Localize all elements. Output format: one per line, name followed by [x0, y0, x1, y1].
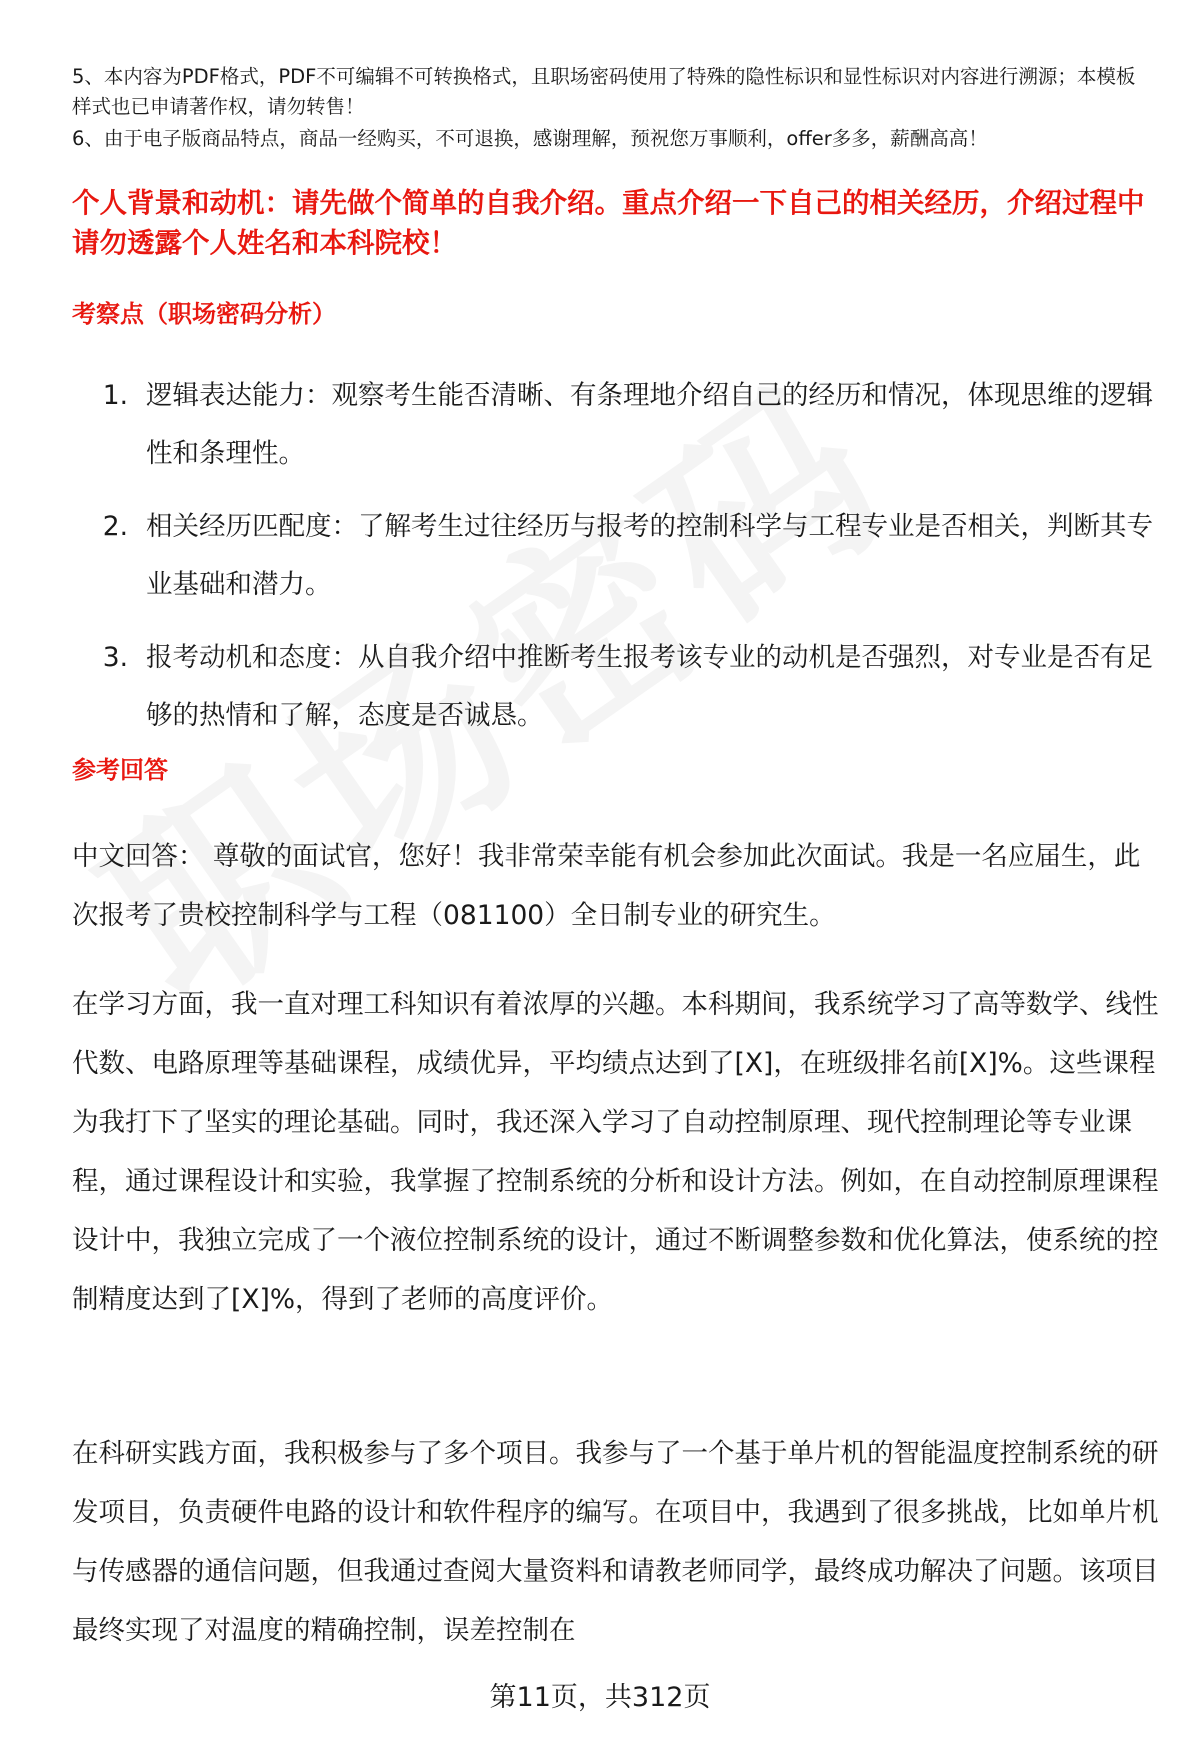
assessment-points-list: [72, 367, 1162, 760]
page-number-footer: 第11页，共312页: [489, 1682, 711, 1713]
answer-paragraph-study: 在学习方面，我一直对理工科知识有着浓厚的兴趣。本科期间，我系统学习了高等数学、线性代数、电路原理等基础课程，成绩优异，平均绩点达到了[X]，在班级排名前[X]%。这些课程为我打下了坚实的理论基础。同时，我还深入学习了自动控制原理、现代控制理论等专业课程，通过课程设计和实验，我掌握了控制系统的分析和设计方法。例如，在自动控制原理课程设计中，我独立完成了一个液位控制系统的设计，通过不断调整参数和优化算法，使系统的控制精度达到了[X]%，得到了老师的高度评价。: [72, 989, 1159, 1315]
list-item: [72, 367, 1162, 483]
reference-answer-heading: 参考回答: [72, 756, 168, 784]
list-text: 报考动机和态度：从自我介绍中推断考生报考该专业的动机是否强烈，对专业是否有足够的热情和了解，态度是否诚恳。: [146, 642, 1153, 731]
list-text: 逻辑表达能力：观察考生能否清晰、有条理地介绍自己的经历和情况，体现思维的逻辑性和条理性。: [146, 380, 1153, 469]
list-item: [72, 498, 1162, 614]
list-number: 2.: [102, 511, 128, 542]
list-text: 相关经历匹配度：了解考生过往经历与报考的控制科学与工程专业是否相关，判断其专业基础和潜力。: [146, 511, 1153, 600]
list-number: 1.: [102, 380, 128, 411]
notice-line-5: 5、本内容为PDF格式，PDF不可编辑不可转换格式，且职场密码使用了特殊的隐性标识和显性标识对内容进行溯源；本模板样式也已申请著作权，请勿转售！: [72, 65, 1136, 118]
question-title: 个人背景和动机：请先做个简单的自我介绍。重点介绍一下自己的相关经历，介绍过程中请勿透露个人姓名和本科院校！: [72, 187, 1145, 259]
answer-paragraph-research: 在科研实践方面，我积极参与了多个项目。我参与了一个基于单片机的智能温度控制系统的研发项目，负责硬件电路的设计和软件程序的编写。在项目中，我遇到了很多挑战，比如单片机与传感器的通信问题，但我通过查阅大量资料和请教老师同学，最终成功解决了问题。该项目最终实现了对温度的精确控制，误差控制在: [72, 1438, 1159, 1646]
answer-paragraph-intro: 中文回答： 尊敬的面试官，您好！我非常荣幸能有机会参加此次面试。我是一名应届生，此次报考了贵校控制科学与工程（081100）全日制专业的研究生。: [72, 841, 1141, 931]
notice-line-6: 6、由于电子版商品特点，商品一经购买，不可退换，感谢理解，预祝您万事顺利，offer多多，薪酬高高！: [72, 127, 988, 150]
list-item: [72, 629, 1162, 745]
assessment-points-heading: 考察点（职场密码分析）: [72, 300, 336, 328]
list-number: 3.: [102, 642, 128, 673]
